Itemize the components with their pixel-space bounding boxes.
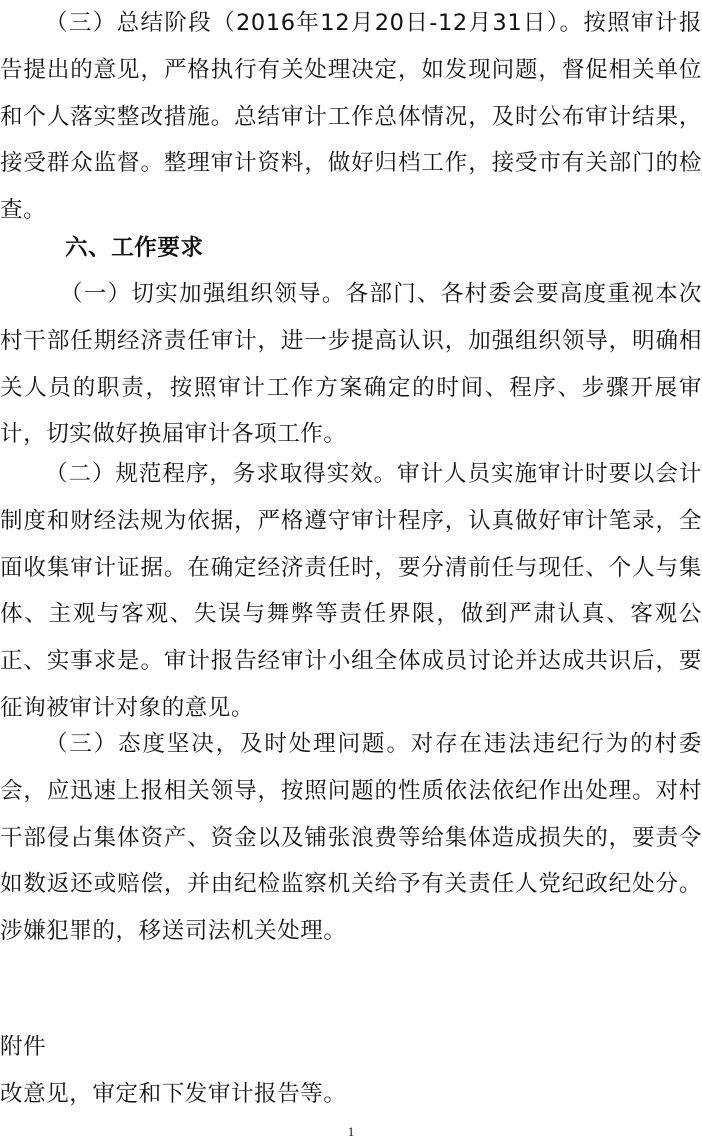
attachment-label: 附件 [0, 1034, 47, 1060]
paragraph-requirement-two: （二）规范程序，务求取得实效。审计人员实施审计时要以会计制度和财经法规为依据，严格遵守审计程序，认真做好审计笔录，全面收集审计证据。在确定经济责任时，要分清前任与现任、个人与集体、主观与客观、失误与舞弊等责任界限，做到严肃认真、客观公正、实事求是。审计报告经审计小组全体成员讨论并达成共识后，要征询被审计对象的意见。 [0, 461, 702, 721]
paragraph-summary-stage: （三）总结阶段（2016年12月20日-12月31日）。按照审计报告提出的意见，严格执行有关处理决定，如发现问题，督促相关单位和个人落实整改措施。总结审计工作总体情况，及时公布审计结果，接受群众监督。整理审计资料，做好归档工作，接受市有关部门的检查。 [0, 10, 702, 224]
paragraph-requirement-three: （三）态度坚决，及时处理问题。对存在违法违纪行为的村委会，应迅速上报相关领导，按照问题的性质依法依纪作出处理。对村干部侵占集体资产、资金以及铺张浪费等给集体造成损失的，要责令如数返还或赔偿，并由纪检监察机关给予有关责任人党纪政纪处分。涉嫌犯罪的，移送司法机关处理。 [0, 731, 702, 945]
page-number: 1 [347, 1124, 355, 1139]
attachment-text: 改意见，审定和下发审计报告等。 [0, 1081, 347, 1107]
section-heading-work-requirements: 六、工作要求 [65, 235, 204, 261]
paragraph-requirement-one: （一）切实加强组织领导。各部门、各村委会要高度重视本次村干部任期经济责任审计，进一步提高认识，加强组织领导，明确相关人员的职责，按照审计工作方案确定的时间、程序、步骤开展审计，切实做好换届审计各项工作。 [0, 281, 702, 448]
